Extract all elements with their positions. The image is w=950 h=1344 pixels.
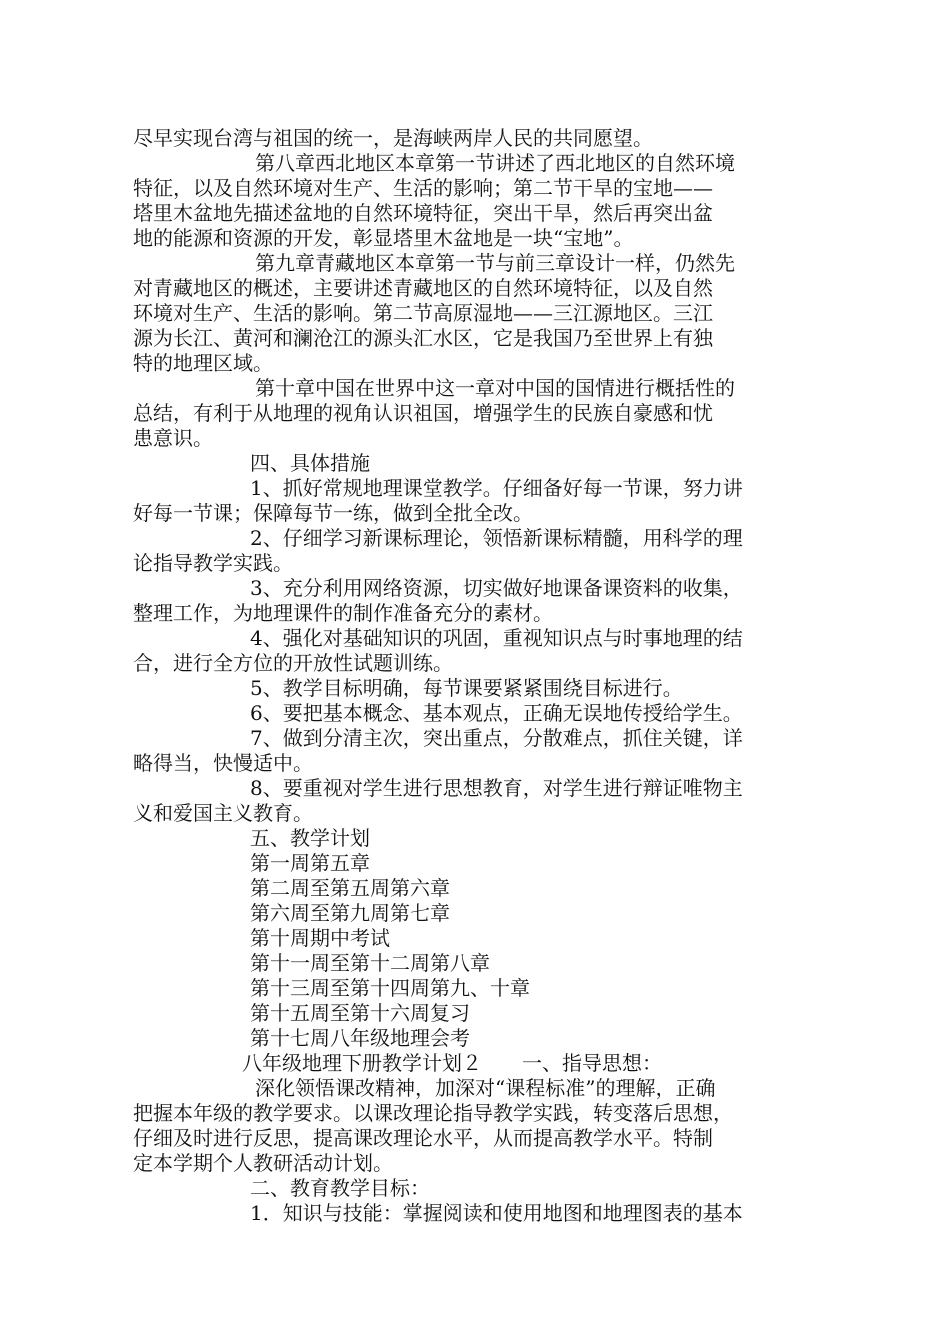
text-line: 定本学期个人教研活动计划。: [133, 1151, 393, 1175]
schedule-item: 第十一周至第十二周第八章: [250, 951, 490, 975]
text-line: 1．知识与技能：掌握阅读和使用地图和地理图表的基本: [250, 1201, 743, 1225]
text-line: 仔细及时进行反思，提高课改理论水平，从而提高教学水平。特制: [133, 1126, 713, 1150]
text-line: 5、教学目标明确，每节课要紧紧围绕目标进行。: [250, 676, 683, 700]
text-line: 患意识。: [133, 426, 213, 450]
text-line: 源为长江、黄河和澜沧江的源头汇水区，它是我国乃至世界上有独: [133, 326, 713, 350]
text-line: 6、要把基本概念、基本观点，正确无误地传授给学生。: [250, 701, 743, 725]
text-line: 第十章中国在世界中这一章对中国的国情进行概括性的: [255, 376, 735, 400]
text-line: 义和爱国主义教育。: [133, 801, 313, 825]
text-line: 3、充分利用网络资源，切实做好地课备课资料的收集，: [250, 576, 743, 600]
section-heading: 二、教育教学目标：: [250, 1176, 430, 1200]
schedule-item: 第二周至第五周第六章: [250, 876, 450, 900]
text-line: 特的地理区域。: [133, 351, 273, 375]
text-line: 第八章西北地区本章第一节讲述了西北地区的自然环境: [255, 151, 735, 175]
schedule-item: 第十周期中考试: [250, 926, 390, 950]
text-line: 总结，有利于从地理的视角认识祖国，增强学生的民族自豪感和忧: [133, 401, 713, 425]
schedule-item: 第一周第五章: [250, 851, 370, 875]
text-line: 地的能源和资源的开发，彰显塔里木盆地是一块“宝地”。: [133, 226, 634, 250]
schedule-item: 第六周至第九周第七章: [250, 901, 450, 925]
text-line: 好每一节课；保障每节一练，做到全批全改。: [133, 501, 533, 525]
schedule-item: 第十三周至第十四周第九、十章: [250, 976, 530, 1000]
text-line: 把握本年级的教学要求。以课改理论指导教学实践，转变落后思想，: [133, 1101, 733, 1125]
text-line: 塔里木盆地先描述盆地的自然环境特征，突出干旱，然后再突出盆: [133, 201, 713, 225]
text-line: 4、强化对基础知识的巩固，重视知识点与时事地理的结: [250, 626, 743, 650]
text-line: 环境对生产、生活的影响。第二节高原湿地——三江源地区。三江: [133, 301, 713, 325]
plan-title: 八年级地理下册教学计划２ 一、指导思想：: [242, 1051, 662, 1075]
text-line: 8、要重视对学生进行思想教育，对学生进行辩证唯物主: [250, 776, 743, 800]
section-heading: 五、教学计划: [250, 826, 370, 850]
text-line: 第九章青藏地区本章第一节与前三章设计一样，仍然先: [255, 251, 735, 275]
section-heading: 四、具体措施: [250, 451, 370, 475]
text-line: 尽早实现台湾与祖国的统一，是海峡两岸人民的共同愿望。: [133, 126, 653, 150]
schedule-item: 第十五周至第十六周复习: [250, 1001, 470, 1025]
text-line: 2、仔细学习新课标理论，领悟新课标精髓，用科学的理: [250, 526, 743, 550]
text-line: 特征，以及自然环境对生产、生活的影响；第二节干旱的宝地——: [133, 176, 713, 200]
text-line: 合，进行全方位的开放性试题训练。: [133, 651, 453, 675]
text-line: 深化领悟课改精神，加深对“课程标准”的理解，正确: [255, 1076, 716, 1100]
text-line: 略得当，快慢适中。: [133, 751, 313, 775]
schedule-item: 第十七周八年级地理会考: [250, 1026, 470, 1050]
text-line: 1、抓好常规地理课堂教学。仔细备好每一节课，努力讲: [250, 476, 743, 500]
text-line: 对青藏地区的概述，主要讲述青藏地区的自然环境特征，以及自然: [133, 276, 713, 300]
text-line: 论指导教学实践。: [133, 551, 293, 575]
text-line: 7、做到分清主次，突出重点，分散难点，抓住关键，详: [250, 726, 743, 750]
text-line: 整理工作，为地理课件的制作准备充分的素材。: [133, 601, 553, 625]
